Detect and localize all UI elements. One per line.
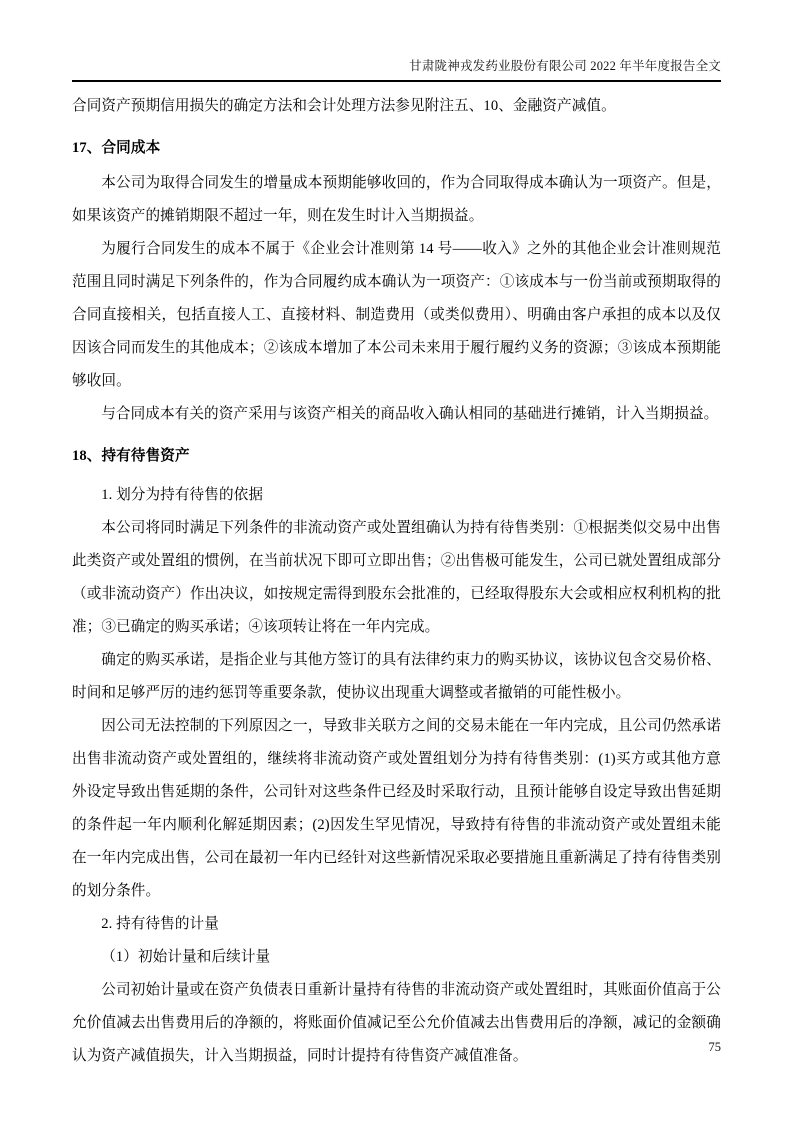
- paragraph-performance-cost: 为履行合同发生的成本不属于《企业会计准则第 14 号——收入》之外的其他企业会计准则规范范围且同时满足下列条件的，作为合同履约成本确认为一项资产：①该成本与一份当前或预期取得的合同直接相关，包括直接人工、直接材料、制造费用（或类似费用）、明确由客户承担的成本以及仅因该合同而发生的其他成本；②该成本增加了本公司未来用于履行履约义务的资源；③该成本预期能够收回。: [72, 241, 721, 389]
- page-header: 甘肃陇神戎发药业股份有限公司 2022 年半年度报告全文: [409, 59, 721, 73]
- document-body: [72, 90, 721, 1073]
- page-sheet: [72, 0, 721, 1122]
- page-number: 75: [708, 1040, 721, 1054]
- paragraph-contract-asset-impairment: 合同资产预期信用损失的确定方法和会计处理方法参见附注五、10、金融资产减值。: [72, 98, 616, 114]
- paragraph-purchase-commitment: 确定的购买承诺，是指企业与其他方签订的具有法律约束力的购买协议，该协议包含交易价格、时间和足够严厉的违约惩罚等重要条款，使协议出现重大调整或者撤销的可能性极小。: [72, 652, 721, 701]
- paragraph-initial-subsequent-title: （1）初始计量和后续计量: [101, 949, 271, 965]
- paragraph-classification-conditions: 本公司将同时满足下列条件的非流动资产或处置组确认为持有待售类别：①根据类似交易中出售此类资产或处置组的惯例，在当前状况下即可立即出售；②出售极可能发生，公司已就处置组成部分（或非流动资产）作出决议，如按规定需得到股东会批准的，已经取得股东大会或相应权利机构的批准；③已确定的购买承诺；④该项转让将在一年内完成。: [72, 520, 721, 635]
- paragraph-cost-amortization: 与合同成本有关的资产采用与该资产相关的商品收入确认相同的基础进行摊销，计入当期损益。: [101, 406, 719, 422]
- paragraph-extension-exceptions: 因公司无法控制的下列原因之一，导致非关联方之间的交易未能在一年内完成，且公司仍然承诺出售非流动资产或处置组的，继续将非流动资产或处置组划分为持有待售类别：(1)买方或其他方意外设定导致出售延期的条件，公司针对这些条件已经及时采取行动，且预计能够自设定导致出售延期的条件起一年内顺利化解延期因素；(2)因发生罕见情况，导致持有待售的非流动资产或处置组未能在一年内完成出售，公司在最初一年内已经针对这些新情况采取必要措施且重新满足了持有待售类别的划分条件。: [72, 718, 721, 899]
- paragraph-measurement-detail: 公司初始计量或在资产负债表日重新计量持有待售的非流动资产或处置组时，其账面价值高于公允价值减去出售费用后的净额的，将账面价值减记至公允价值减去出售费用后的净额，减记的金额确认为资产减值损失，计入当期损益，同时计提持有待售资产减值准备。: [72, 982, 721, 1064]
- heading-held-for-sale-assets: 18、持有待售资产: [72, 448, 190, 464]
- paragraph-incremental-cost: 本公司为取得合同发生的增量成本预期能够收回的，作为合同取得成本确认为一项资产。但是，如果该资产的摊销期限不超过一年，则在发生时计入当期损益。: [72, 175, 721, 224]
- heading-contract-cost: 17、合同成本: [72, 140, 161, 156]
- paragraph-classification-basis-title: 1. 划分为持有待售的依据: [101, 487, 264, 503]
- paragraph-measurement-title: 2. 持有待售的计量: [101, 916, 219, 932]
- header-divider: [72, 80, 721, 82]
